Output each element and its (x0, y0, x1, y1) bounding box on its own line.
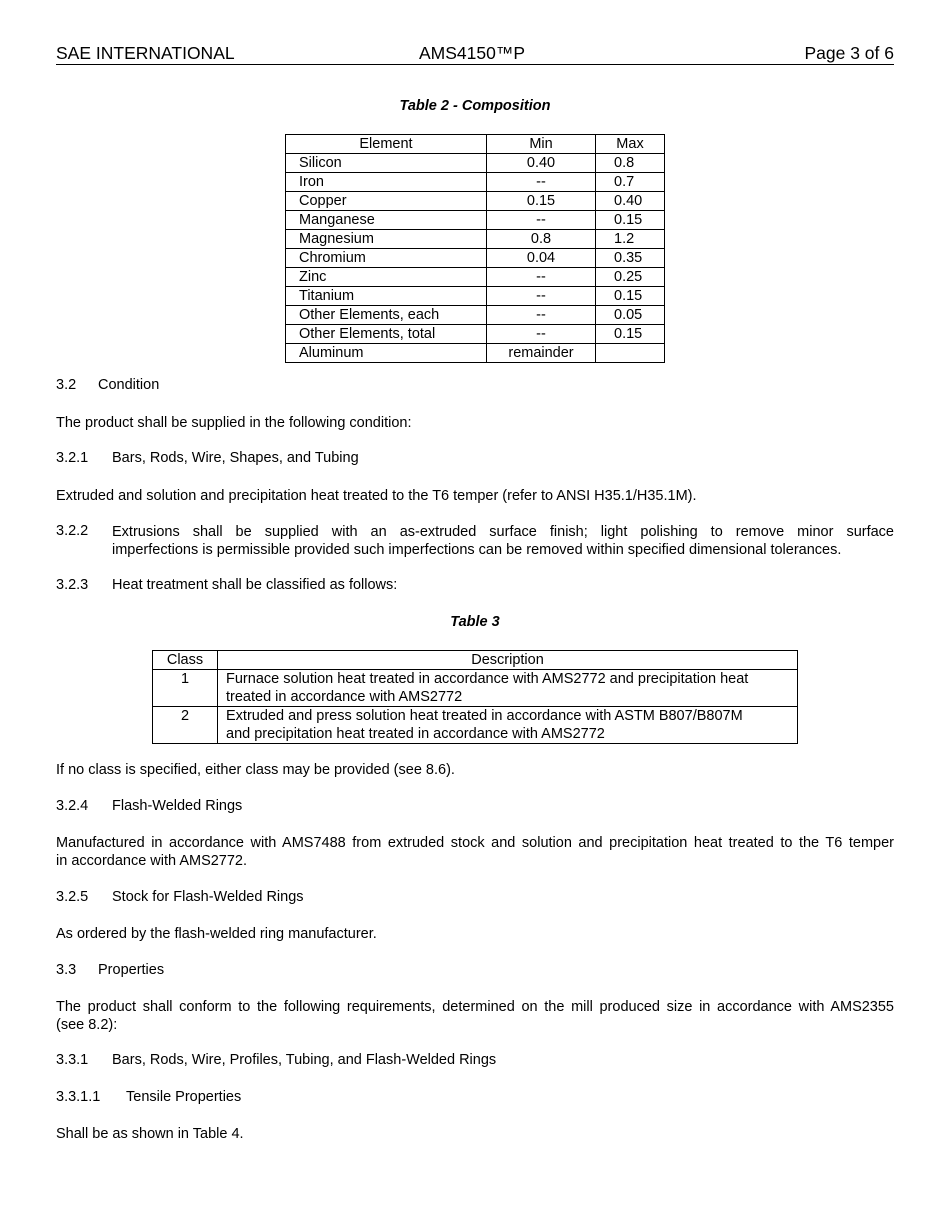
col-header-element: Element (286, 135, 487, 154)
composition-table-body (286, 154, 665, 363)
cell-element: Chromium (286, 249, 487, 268)
cell-element: Titanium (286, 287, 487, 306)
cell-max: 0.8 (596, 154, 665, 173)
cell-element: Zinc (286, 268, 487, 287)
cell-max: 0.35 (596, 249, 665, 268)
cell-min: -- (487, 173, 596, 192)
col-header-class: Class (153, 651, 218, 670)
paragraph-line: in accordance with AMS2772. (56, 853, 248, 869)
description-line: treated in accordance with AMS2772 (226, 689, 463, 705)
cell-min: -- (487, 268, 596, 287)
table-row (286, 211, 665, 230)
paragraph: The product shall be supplied in the following condition: (56, 415, 412, 431)
cell-element: Aluminum (286, 344, 487, 363)
section-number: 3.2.4 (56, 798, 89, 814)
cell-element: Silicon (286, 154, 487, 173)
table-row (286, 287, 665, 306)
table-row (153, 670, 798, 707)
table-row (153, 707, 798, 744)
cell-element: Other Elements, each (286, 306, 487, 325)
section-heading: Bars, Rods, Wire, Shapes, and Tubing (112, 450, 359, 466)
cell-min: 0.8 (487, 230, 596, 249)
section-number: 3.3 (56, 962, 77, 978)
cell-min: 0.40 (487, 154, 596, 173)
cell-min: -- (487, 306, 596, 325)
col-header-max: Max (596, 135, 665, 154)
col-header-min: Min (487, 135, 596, 154)
section-number: 3.2.5 (56, 889, 89, 905)
cell-max: 1.2 (596, 230, 665, 249)
description-line: Furnace solution heat treated in accordance with AMS2772 and precipitation heat (226, 671, 749, 687)
section-number: 3.3.1 (56, 1052, 89, 1068)
section-heading: Bars, Rods, Wire, Profiles, Tubing, and Flash-Welded Rings (112, 1052, 497, 1068)
paragraph: Shall be as shown in Table 4. (56, 1126, 244, 1142)
cell-max: 0.7 (596, 173, 665, 192)
description-line: Extruded and press solution heat treated in accordance with ASTM B807/B807M (226, 708, 743, 724)
table-header-row (153, 651, 798, 670)
table-row (286, 325, 665, 344)
paragraph: If no class is specified, either class may be provided (see 8.6). (56, 762, 455, 778)
table-row (286, 306, 665, 325)
table-row (286, 154, 665, 173)
cell-max: 0.40 (596, 192, 665, 211)
heat-treatment-class-table (152, 650, 798, 744)
section-number: 3.3.1.1 (56, 1089, 101, 1105)
page-header (56, 43, 894, 65)
cell-element: Copper (286, 192, 487, 211)
cell-max: 0.25 (596, 268, 665, 287)
header-page-number: Page 3 of 6 (804, 43, 894, 63)
section-number: 3.2.2 (56, 523, 89, 539)
table-row (286, 344, 665, 363)
paragraph-line: imperfections is permissible provided such imperfections can be removed within specified dimensional tolerances. (112, 542, 842, 558)
cell-min: remainder (487, 344, 596, 363)
cell-min: 0.15 (487, 192, 596, 211)
cell-min: -- (487, 287, 596, 306)
cell-max: 0.15 (596, 211, 665, 230)
paragraph: As ordered by the flash-welded ring manufacturer. (56, 926, 377, 942)
header-org: SAE INTERNATIONAL (56, 43, 235, 63)
cell-min: 0.04 (487, 249, 596, 268)
section-number: 3.2.3 (56, 577, 89, 593)
paragraph-line: Manufactured in accordance with AMS7488 from extruded stock and solution and precipitation heat treated to the T6 temper (56, 835, 894, 851)
description-line: and precipitation heat treated in accordance with AMS2772 (226, 726, 605, 742)
composition-table (285, 134, 665, 363)
cell-class: 1 (153, 670, 218, 707)
section-heading: Stock for Flash-Welded Rings (112, 889, 304, 905)
section-heading: Flash-Welded Rings (112, 798, 243, 814)
cell-max: 0.15 (596, 287, 665, 306)
cell-element: Manganese (286, 211, 487, 230)
section-heading: Heat treatment shall be classified as follows: (112, 577, 398, 593)
section-heading: Condition (98, 377, 160, 393)
cell-element: Magnesium (286, 230, 487, 249)
table-header-row (286, 135, 665, 154)
paragraph: Extruded and solution and precipitation heat treated to the T6 temper (refer to ANSI H35.1/H35.1M). (56, 488, 697, 504)
table2-caption: Table 2 - Composition (399, 98, 551, 114)
table3-caption: Table 3 (450, 614, 500, 630)
cell-element: Other Elements, total (286, 325, 487, 344)
section-heading: Properties (98, 962, 165, 978)
section-heading: Tensile Properties (126, 1089, 242, 1105)
paragraph-line: The product shall conform to the following requirements, determined on the mill produced size in accordance with AMS2355 (56, 999, 894, 1015)
section-number: 3.2.1 (56, 450, 89, 466)
cell-max: 0.05 (596, 306, 665, 325)
paragraph-line: (see 8.2): (56, 1017, 118, 1033)
cell-element: Iron (286, 173, 487, 192)
cell-class: 2 (153, 707, 218, 744)
cell-max (596, 344, 665, 363)
cell-min: -- (487, 211, 596, 230)
table-row (286, 230, 665, 249)
cell-description (218, 670, 798, 707)
cell-description (218, 707, 798, 744)
cell-min: -- (487, 325, 596, 344)
table-row (286, 192, 665, 211)
table-row (286, 173, 665, 192)
table-row (286, 268, 665, 287)
section-number: 3.2 (56, 377, 77, 393)
cell-max: 0.15 (596, 325, 665, 344)
paragraph-line: Extrusions shall be supplied with an as-extruded surface finish; light polishing to remove minor surface (112, 524, 894, 540)
table-row (286, 249, 665, 268)
header-doc-id: AMS4150™P (419, 43, 526, 63)
col-header-description: Description (218, 651, 798, 670)
